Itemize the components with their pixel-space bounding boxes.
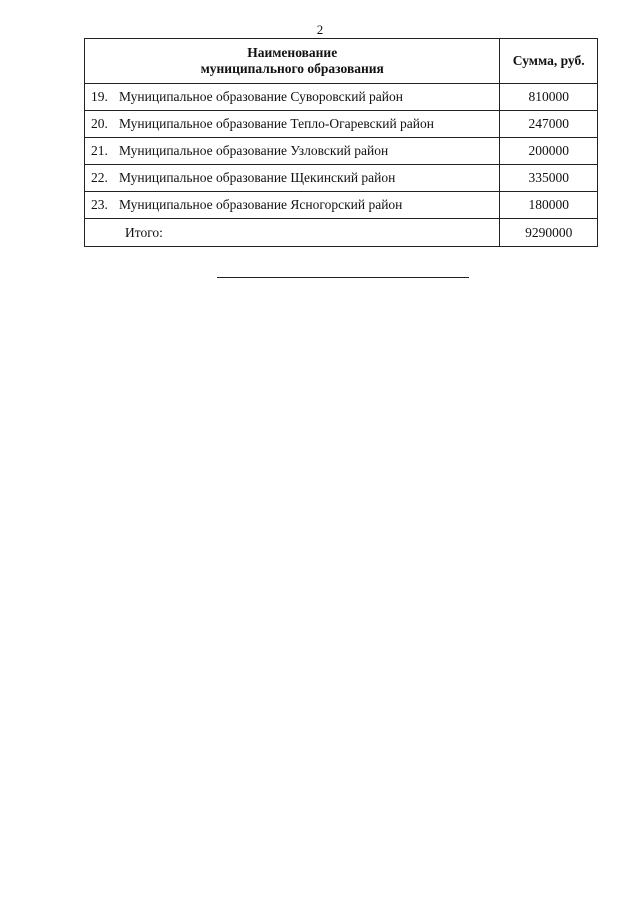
table-row <box>85 138 598 165</box>
column-header-name-line2: муниципального образования <box>200 61 384 76</box>
row-name-cell <box>85 84 500 111</box>
column-header-sum: Сумма, руб. <box>500 39 598 84</box>
total-label: Итого: <box>85 219 500 247</box>
row-number: 20. <box>91 116 108 131</box>
row-name: Муниципальное образование Суворовский район <box>119 89 403 104</box>
allocation-table <box>84 38 598 247</box>
row-sum: 335000 <box>500 165 598 192</box>
row-sum: 180000 <box>500 192 598 219</box>
table-row <box>85 84 598 111</box>
page-number: 2 <box>316 22 324 37</box>
row-name-cell <box>85 165 500 192</box>
row-sum: 200000 <box>500 138 598 165</box>
row-number: 21. <box>91 143 108 158</box>
row-sum: 810000 <box>500 84 598 111</box>
separator-line <box>217 277 469 278</box>
total-row <box>85 219 598 247</box>
row-name: Муниципальное образование Щекинский район <box>119 170 396 185</box>
row-sum: 247000 <box>500 111 598 138</box>
column-header-name <box>85 39 500 84</box>
row-number: 19. <box>91 89 108 104</box>
row-name: Муниципальное образование Ясногорский район <box>119 197 403 212</box>
row-number: 23. <box>91 197 108 212</box>
table-row <box>85 192 598 219</box>
total-sum: 9290000 <box>500 219 598 247</box>
table-header-row <box>85 39 598 84</box>
column-header-name-line1: Наименование <box>247 45 338 60</box>
row-name-cell <box>85 192 500 219</box>
row-name: Муниципальное образование Тепло-Огаревский район <box>119 116 434 131</box>
row-name-cell <box>85 111 500 138</box>
row-name-cell <box>85 138 500 165</box>
table-row <box>85 165 598 192</box>
row-name: Муниципальное образование Узловский район <box>119 143 389 158</box>
table-row <box>85 111 598 138</box>
row-number: 22. <box>91 170 108 185</box>
